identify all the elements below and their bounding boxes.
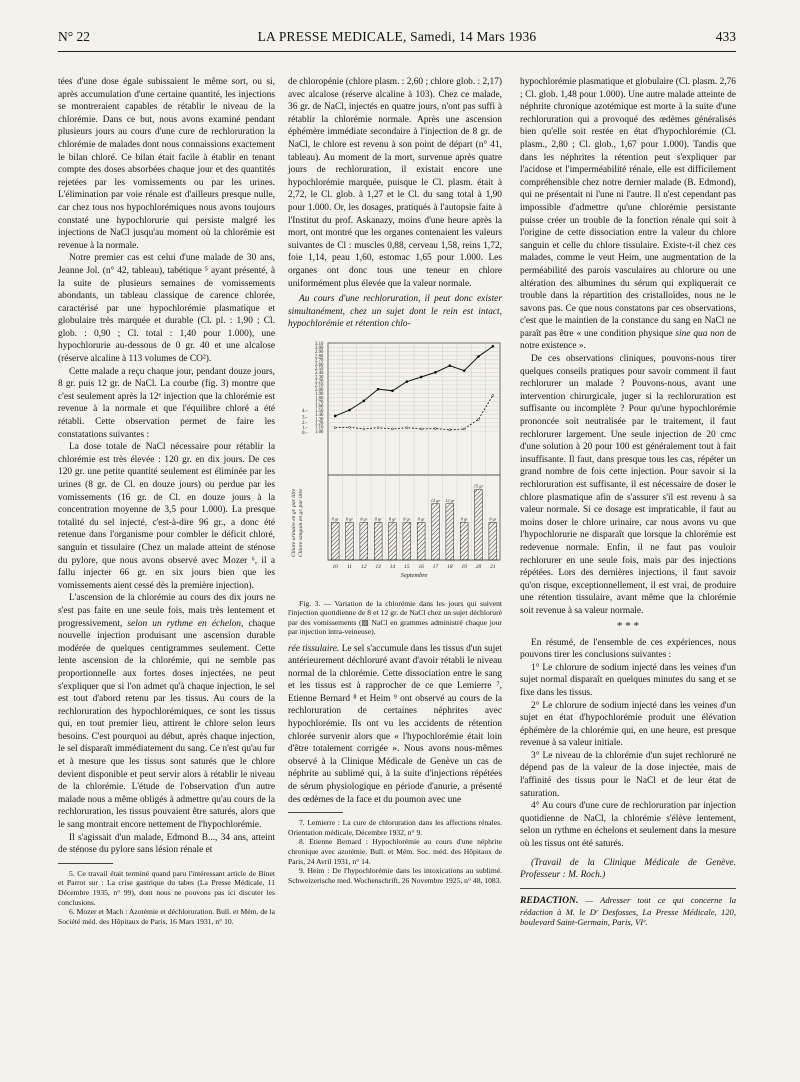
column-3 — [520, 76, 736, 928]
nacl-bar — [475, 490, 483, 560]
italic-run: sine qua non — [675, 328, 725, 339]
urine-point — [363, 428, 365, 430]
journal-title: LA PRESSE MEDICALE, Samedi, 14 Mars 1936 — [257, 29, 537, 44]
y-tick-label: 2.60 — [315, 362, 324, 368]
urine-point — [334, 427, 336, 429]
redaction-label: REDACTION. — [520, 894, 579, 906]
axis-label-blood: Chlore sanguin en gr. par litre — [298, 488, 304, 557]
bar-value-label: 8 gr — [489, 516, 497, 522]
footnote-5: 5. Ce travail était terminé quand paru l'intéressant article de Binet et Parrot sur : La crise gastrique du tabes (La Presse Médicale, 11 Décembre 1935, n° 99), dont nous ne pouvons pas ici discuter les conclusions. — [58, 868, 275, 907]
y-tick-label: 1.50 — [315, 408, 324, 414]
paragraph: Au cours d'une rechloruration, il peut donc exister simultanément, chez un sujet dont le rein est intact, hypochlorémie et rétention chlo- — [288, 294, 502, 330]
y-tick-label: 1.30 — [315, 417, 324, 423]
y-tick-label: 3.00 — [315, 345, 324, 351]
nacl-bar — [432, 504, 440, 560]
urine-point — [420, 428, 422, 430]
y-tick-label: 2.30 — [315, 375, 324, 381]
nacl-bar — [489, 522, 497, 560]
x-tick-label: 20 — [475, 563, 482, 570]
paragraph — [58, 592, 275, 831]
x-tick-label: 19 — [461, 563, 467, 570]
bar-value-label: 8 gr — [403, 516, 411, 522]
urine-tick-label: 4.- — [302, 408, 308, 414]
bar-value-label: 8 gr — [460, 516, 468, 522]
footnote-8: 8. Etienne Bernard : Hypochlorémie au cours d'une néphrite chronique avec azotémie. Bull. et Mém. Soc. méd. des Hôpitaux de Paris, 24 Avril 1931, n° 14. — [288, 837, 502, 866]
conclusion-4: 4° Au cours d'une cure de rechloruration par injection quotidienne de NaCl, la chlorémie s'élève lentement, selon un rythme en échelons et seulement dans la mesure où les tissus ont été saturés. — [520, 801, 736, 850]
y-tick-label: 2.00 — [315, 387, 324, 393]
chloremia-point — [434, 371, 437, 374]
urine-tick-label: 1.- — [302, 425, 308, 431]
y-tick-label: 1.00 — [315, 429, 324, 435]
chloremia-point — [449, 364, 452, 367]
conclusion-3: 3° Le niveau de la chlorémie d'un sujet rechloruré ne dépend pas de la valeur de la dose injectée, mais de l'affinité des tissus pour le NaCl et de leur état de saturation. — [520, 750, 736, 799]
paragraph: La dose totale de NaCl nécessaire pour rétablir la chlorémie est très élevée : 120 gr. en dix jours. De ces 120 gr. une petite quantité seulement est éliminée par les urines (8 gr. de Cl. en douze jours) ou perdue par les vomissements (16 gr. de Cl. en douze jours à la concentration moyenne de 3,5 pour 1.000). La presque totalité du sel injecté, c'est-à-dire 96 gr., a donc été retenue dans l'organisme pour combler le déficit chloré, sanguin et tissulaire (Chez un malade atteint de sténose du pylore, que nous avons observé avec Mozer ⁶, il a fallu injecter 66 gr. en six jours bien que les vomissements aient cessé dès la première injection). — [58, 442, 275, 591]
bar-value-label: 8 gr — [374, 516, 382, 522]
y-tick-label: 1.10 — [315, 425, 324, 431]
text-run: chaque nouvelle injection produisant une ascension durable modérée de quelques centigrammes seulement. Cette lente ascension de la chlorémie, qui ne semble pas proportionnelle aux fortes doses injectées, ne peut s'expliquer que si l'on admet qu'à chaque injection, le sel est tout d'abord retenu par les tissus. Au cours de la rechloruration des hypochlorémiques, ce sont les tissus qui, en tout premier lieu, attirent le chlore selon leurs besoins. C'est pourquoi au début, après chaque injection, le sel disparaît immédiatement du sang. Ce n'est qu'au fur et à mesure que les tissus sont saturés que le chlore devient disponible et peut servir alors à rétablir le niveau de la chlorémie. L'étude de l'observation d'un autre malade nous a même obligés à admettre qu'au cours de la rechloruration, les tissus pouvaient être saturés, alors que le sang montrait encore nettement de l'hypochlorémie. — [58, 618, 275, 831]
credit: (Travail de la Clinique Médicale de Genève. Professeur : M. Roch.) — [520, 857, 736, 881]
page-header — [58, 26, 736, 52]
text-run: de notre existence ». — [520, 328, 736, 352]
chloremia-point — [492, 345, 495, 348]
footnote-7: 7. Lemierre : La cure de chloruration dans les affections rénales. Orientation médicale, Décembre 1932, n° 9. — [288, 818, 502, 837]
column-1 — [58, 76, 275, 926]
paragraph — [288, 643, 502, 807]
y-tick-label: 2.10 — [315, 383, 324, 389]
paragraph — [520, 76, 736, 353]
chloremia-point — [477, 355, 480, 358]
x-tick-label: 18 — [447, 563, 453, 570]
urine-point — [492, 394, 494, 396]
paragraph: Il s'agissait d'un malade, Edmond B..., 34 ans, atteint de sténose du pylore sans lésion rénale et — [58, 832, 275, 856]
text-run: L'ascension de la chlorémie au cours des dix jours ne s'est pas faite en une seule fois, mais très lentement et progressivement, — [58, 593, 275, 629]
y-tick-label: 1.70 — [315, 400, 324, 406]
y-tick-label: 1.90 — [315, 391, 324, 397]
nacl-bar — [460, 522, 468, 560]
nacl-bar — [417, 522, 425, 560]
x-tick-label: 13 — [375, 563, 381, 570]
figure-caption: Fig. 3. — Variation de la chlorémie dans les jours qui suivent l'injection quotidienne de 8 et 12 gr. de NaCl chez un sujet déchloruré par des vomissements (▨ NaCl en grammes administré chaque jour par injection intra-veineuse). — [288, 598, 502, 637]
chloremia-point — [334, 415, 337, 418]
chloremia-point — [377, 388, 380, 391]
section-separator: * * * — [617, 619, 639, 632]
urine-point — [377, 427, 379, 429]
conclusion-1: 1° Le chlorure de sodium injecté dans les veines d'un sujet normal disparaît en quelques minutes du sang et se fixe dans les tissus. — [520, 662, 736, 698]
bar-value-label: 12 gr — [445, 497, 455, 503]
italic-run: selon un rythme en échelon, — [127, 618, 244, 629]
conclusion-2: 2° Le chlorure de sodium injecté dans les veines d'un sujet en état d'hypochlorémie produit une élévation éphémère de la chlorémie qui, en une heure, est presque revenue à sa valeur initiale. — [520, 700, 736, 749]
bar-value-label: 15 gr — [473, 483, 484, 489]
nacl-bar — [331, 522, 339, 560]
urine-point — [435, 427, 437, 429]
footnote-6: 6. Mozer et Mach : Azotémie et déchloruration. Bull. et Mém. de la Société méd. des Hôpitaux de Paris, 16 Mars 1931, n° 10. — [58, 907, 275, 926]
chloremia-point — [406, 380, 409, 383]
bar-value-label: 8 gr — [331, 516, 339, 522]
y-tick-label: 2.90 — [315, 350, 324, 356]
issue-number: N° 22 — [58, 29, 91, 44]
page-number: 433 — [715, 29, 736, 44]
chloremia-point — [463, 369, 466, 372]
figure-3 — [288, 335, 502, 637]
footnote-9: 9. Heim : De l'hypochlorémie dans les intoxications au sublimé. Schweizerische med. Wochenschrift, 26 Novembre 1925, n° 48, 1083. — [288, 866, 502, 885]
nacl-bar — [346, 522, 354, 560]
x-tick-label: 21 — [490, 563, 496, 570]
x-tick-label: 16 — [418, 563, 424, 570]
nacl-bar — [403, 522, 411, 560]
y-tick-label: 3.10 — [315, 341, 324, 347]
y-tick-label: 2.70 — [315, 358, 324, 364]
chloremia-point — [348, 409, 351, 412]
bar-value-label: 8 gr — [388, 516, 397, 522]
urine-point — [463, 428, 465, 430]
x-tick-label: 14 — [389, 563, 396, 570]
y-tick-label: 1.40 — [315, 412, 324, 418]
paragraph: En résumé, de l'ensemble de ces expériences, nous pouvons tirer les conclusions suivantes : — [520, 637, 736, 661]
redaction-text: — Adresser tout ce qui concerne la rédaction à M. le Dʳ Desfosses, La Presse Médicale, 120, boulevard Saint-Germain, Paris, VIᵉ. — [520, 894, 736, 928]
nacl-bar — [446, 504, 454, 560]
bar-value-label: 8 gr — [360, 516, 368, 522]
divider — [520, 888, 736, 889]
x-tick-label: 11 — [347, 563, 352, 570]
bar-value-label: 8 gr — [345, 516, 354, 522]
y-tick-label: 2.50 — [315, 366, 324, 372]
bar-value-label: 8 gr — [417, 516, 425, 522]
x-tick-label: 15 — [404, 563, 410, 570]
footnote-rule — [288, 812, 343, 813]
chart — [288, 335, 502, 597]
x-tick-label: 12 — [361, 563, 367, 570]
nacl-bar — [374, 522, 382, 560]
chloremia-point — [420, 376, 423, 379]
text-run: hypochlorémie plasmatique et globulaire (Cl. plasm. 2,76 ; Cl. glob. 1,48 pour 1.000). Une autre malade atteinte de néphrite chronique azotémique est morte à la suite d'une rechloruration qui a provoqué des œdèmes généralisés bien qu'elle soit restée en état d'hypochlorémie (Cl. plasm., 2,80 ; Cl. glob., 1,67 pour 1.000). Tandis que dans les néphrites la rétention peut s'expliquer par l'acidose et l'imperméabilité rénale, elle est difficilement compréhensible chez notre dernier malade (B. Edmond), qui ne présentait ni l'une ni l'autre. Il n'est cependant pas impossible d'admettre qu'une chlorémie persistante puisse créer un trouble de la fonction rénale qui soit à l'origine de cette dissociation entre la valeur du chlore sanguin et celle du chlore tissulaire. Existe-t-il chez ces malades, comme le veut Heim, une augmentation de la perméabilité des parois vasculaires au chlorure ou une altération des albumines du sérum qui expliquerait ce trouble dans la répartition des cristalloïdes, nous ne le savons pas. Ce que nous constatons par ces observations, c'est que le maintien de la constance du sang en NaCl ne paraît pas être « une condition physique — [520, 77, 736, 339]
paragraph: Notre premier cas est celui d'une malade de 30 ans, Jeanne Jol. (n° 42, tableau), tabétique ⁵ ayant présenté, à la suite de plusieurs semaines de vomissements abondants, un tableau classique de carence chlorée, caractérisé par une hypochlorémie plasmatique et globulaire très marquée et durable (Cl. pl. : 1,90 ; Cl. glob. : 0,90 ; Cl. total : 1,40 pour 1.000), une hypochlorurie au-dessous de 0 gr. 40 et une alcalose (réserve alcaline à 113 volumes de CO²). — [58, 253, 275, 365]
x-tick-label: 17 — [432, 563, 439, 570]
y-tick-label: 2.20 — [315, 379, 324, 385]
column-2 — [288, 76, 502, 885]
italic-run: rée tissulaire. — [288, 643, 340, 654]
x-axis-label: Septembre — [400, 571, 428, 579]
y-tick-label: 2.40 — [315, 371, 324, 377]
paragraph: de chloropénie (chlore plasm. : 2,60 ; chlore glob. : 2,17) avec alcalose (réserve alcaline à 103). Chez ce malade, 36 gr. de NaCl, injectés en quatre jours, n'ont pas suffi à rétablir la chlorémie normale. Après une ascension éphémère immédiate secondaire à l'injection de 8 gr. de NaCl, le chlore est revenu à son point de départ (n° 41, tableau). Au moment de la mort, survenue après quatre jours de rechloruration, il existait encore une hypochlorémie marquée, puisque le Cl. plasm. était à 2,72, le Cl. glob. à 1,27 et le Cl. du sang total à 1,90 pour 1.000. Or, les dosages, pratiqués à l'autopsie faite à l'Institut du prof. Askanazy, moins d'une heure après la mort, ont montré que les organes contenaient les valeurs suivantes de Cl : muscles 0,88, cerveau 1,58, reins 1,72, foie 1,14, peau 1,60, estomac 1,65 pour 1.000. Les organes ont donc tous une teneur en chlore uniformément plus élevée que la valeur normale. — [288, 77, 503, 289]
nacl-bar — [389, 522, 397, 560]
footnote-rule — [58, 863, 113, 864]
urine-point — [449, 429, 451, 431]
chloremia-point — [391, 389, 394, 392]
chloremia-point — [363, 399, 366, 402]
redaction-notice — [520, 895, 736, 928]
paragraph: tées d'une dose égale subissaient le même sort, ou si, après accumulation d'une certaine quantité, les injections se montreraient capables de rétablir le niveau de la chlorémie. Dans ce but, nous avons examiné pendant plusieurs jours au cours d'une cure de rechloruration la chlorémie de malades dont nous connaissions exactement le bilan chloré. Ce bilan était facile à établir en tenant compte des doses absorbées chaque jour et des quantités rejetées par les vomissements ou par les urines. L'élimination par voie rénale est d'ailleurs presque nulle, car chez tous nos hypochlorémiques nous avons toujours constaté une hypochlorurie qui persiste malgré les injections de NaCl jusqu'au moment où la chlorémie est revenue à la normale. — [58, 77, 275, 251]
paragraph: De ces observations cliniques, pouvons-nous tirer quelques conseils pratiques pour savoir comment il faut rechlorurer un malade ? Pouvons-nous, avant une intervention chirurgicale, juger si la rechloruration est suffisante ou incomplète ? Pour qu'une hypochlorémie prononcée soit neutralisée par le traitement, il faut rechlorurer largement. Une seule injection de 20 cmc d'une solution à 20 pour 100 est généralement tout à fait insuffisante. Il faut, dans presque tous les cas, répéter un grand nombre de fois cette injection. Pour savoir si la rechloruration est suffisante, il est nécessaire de doser le chlore plasmatique afin de s'assurer s'il est revenu à sa valeur normale. Si ce dosage est impraticable, il faut au moins doser le chlore urinaire, car nous avons vu que l'hypochlorurie ne disparaît que lorsque la chlorémie est redevenue normale. Enfin, il ne faut pas vouloir rechlorurer en une seule fois, mais par des injections répétées. Lors des dernières injections, il faut savoir qu'on risque, exceptionnellement, il est vrai, de produire une rétention tissulaire, avant même que la chlorémie soit revenue à sa valeur normale. — [520, 354, 736, 616]
urine-point — [406, 427, 408, 429]
y-tick-label: 1.80 — [315, 396, 324, 402]
y-tick-label: 1.60 — [315, 404, 324, 410]
y-tick-label: 2.80 — [315, 354, 324, 360]
x-tick-label: 10 — [332, 563, 338, 570]
urine-point — [349, 426, 351, 428]
y-tick-label: 1.20 — [315, 421, 324, 427]
nacl-bar — [360, 522, 368, 560]
axis-label-urine: Chlore urinaire en gr. par litre — [291, 488, 297, 557]
urine-point — [478, 418, 480, 420]
bar-value-label: 12 gr — [430, 497, 441, 503]
text-run: Le sel s'accumule dans les tissus d'un sujet antérieurement déchloruré avant d'avoir rétabli le niveau normal de la chlorémie. Cette dissociation entre le sang et les tissus est à rapprocher de ce que Lemierre ⁷, Etienne Bernard ⁸ et Heim ⁹ ont observé au cours de la rechloruration de certaines néphrites avec hypochlorémie. Ils ont vu les accidents de rétention chlorée survenir alors que « l'hypochlorémie était loin d'être totalement corrigée ». Nous avons nous-mêmes observé à la Clinique Médicale de Genève un cas de néphrite au sublimé qui, à la suite d'injections répétées de sérum physiologique en période d'anurie, a présenté des œdèmes de la face et du poumon avec une — [288, 643, 502, 805]
urine-tick-label: 0.- — [302, 430, 308, 436]
paragraph: Cette malade a reçu chaque jour, pendant douze jours, 8 gr. puis 12 gr. de NaCl. La courbe (fig. 3) montre que c'est seulement après la 12ᵉ injection que la chlorémie est revenue à la normale et que l'équilibre chloré a été rétabli. Cette observation permet de faire les constatations suivantes : — [58, 366, 275, 440]
urine-point — [392, 428, 394, 430]
urine-tick-label: 2.- — [302, 420, 308, 426]
urine-tick-label: 3.- — [302, 415, 308, 421]
